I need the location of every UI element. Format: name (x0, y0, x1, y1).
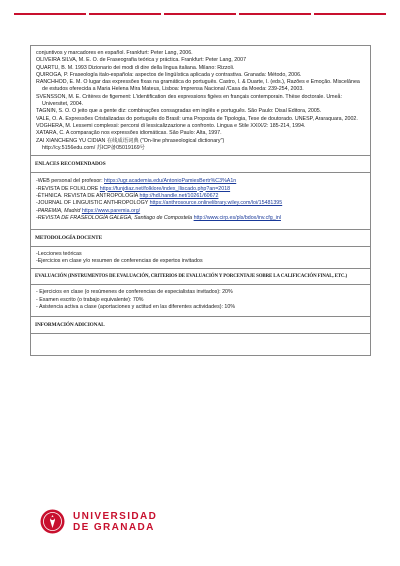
bibliography-entry: QUIROGA, P. Fraseología italo-española: aspectos de lingüística aplicada y contrastiva. Granada: Método, 2006. (36, 71, 302, 78)
section-title: ENLACES RECOMENDADOS (31, 156, 370, 173)
link-label: -JOURNAL OF LINGUISTIC ANTHROPOLOGY (36, 200, 150, 207)
bibliography-entry: XATARA, C. A comparação nos expressões idiomáticas. São Paulo: Alta, 1997. (36, 130, 222, 137)
top-rule-segment (164, 13, 236, 23)
link-url[interactable]: https://funjdiaz.net/folklore/index_lliscado.php?an=2018 (99, 185, 231, 192)
link-url[interactable]: http://hdl.handle.net/10261/60672 (139, 192, 219, 199)
course-guide-table (30, 45, 371, 356)
bibliography-entry: OLIVEIRA SILVA, M. E. O. de Fraseografia teórica y práctica. Frankfurt: Peter Lang, 2007 (36, 57, 247, 64)
bibliography-entry: VALE, O. A. Expressões Cristalizadas do português do Brasil: uma Proposta de Tipologia, Tese de doutorado. UNESP, Araraquara, 2002. (36, 115, 358, 122)
bibliography-entry: TAGNIN, S. O. O jeito que a gente diz: combinações consagradas em inglês e português. São Paulo: Disal Editora, 2005. (36, 108, 322, 115)
link-row (36, 178, 365, 185)
wordmark-line1: UNIVERSIDAD (73, 510, 158, 522)
link-label: -ÉTHNICA. REVISTA DE ANTROPOLOGÍA (36, 192, 140, 199)
section-title: METODOLOGÍA DOCENTE (31, 230, 370, 247)
link-label: -PAREMIA, Madrid (36, 207, 82, 214)
bibliography-entry: VOGHERA, M. Lessemi complessi: percorsi di lessicalizzazione a confronto. Lingua e Stile XXIX/2: 185-214, 1994. (36, 122, 306, 129)
university-seal-icon (40, 509, 65, 534)
teaching-methodology-section (31, 230, 370, 270)
section-title: EVALUACIÓN (INSTRUMENTOS DE EVALUACIÓN, CRITERIOS DE EVALUACIÓN Y PORCENTAJE SOBRE LA CALIFICACIÓN FINAL, ETC.) (31, 269, 370, 285)
top-rule-segment (314, 13, 386, 23)
link-row (36, 193, 365, 200)
recommended-links-section (31, 156, 370, 229)
top-red-rule (14, 13, 386, 23)
methodology-item: -Lecciones teóricas (36, 250, 82, 257)
link-row (36, 200, 365, 207)
section-title: INFORMACIÓN ADICIONAL (31, 317, 370, 334)
methodology-item: -Ejercicios en clase y/o resumen de conferencias de expertos invitados (36, 258, 203, 264)
link-url[interactable]: https://anthrosource.onlinelibrary.wiley.com/loi/15481395 (149, 200, 283, 207)
bibliography-entry: SVENSSON, M. E. Critères de figement: L'identification des expressions figées en français contemporain. Thèse doctorale. Umeå: Universitet, 2004. (36, 93, 342, 108)
bibliography-entry: RANCHHOD, E. M. O lugar das expressões fixas na gramática do português. Castro, I. & Duarte, I. (eds.), Razões e Emoção. Miscelânea de estudos oferecida a Maria Helena Mira Mateus, Lisboa: Imprensa Nacional /Casa da Moeda: 239-254, 2003. (36, 79, 360, 93)
link-url[interactable]: http://www.cirp.es/pls/bdox/inv.cfg_inl (193, 215, 281, 222)
links-list (31, 173, 370, 228)
link-url[interactable]: https://ugr.academia.edu/AntonioPamiesBertr%C3%A1n (104, 178, 237, 185)
bibliography-entry: http://cy.5156edu.com/ 苏ICP备05019169号 (42, 144, 145, 151)
link-row (36, 186, 365, 193)
link-url[interactable]: https://www.paremia.org/ (81, 207, 141, 214)
bibliography-block (31, 46, 370, 156)
top-rule-segment (89, 13, 161, 23)
top-rule-segment (239, 13, 311, 23)
bibliography-list (31, 46, 370, 155)
additional-info-content (31, 334, 370, 355)
evaluation-item: - Asistencia activa a clase (aportaciones y actitud en las diferentes actividades): 10% (36, 304, 236, 311)
link-label: -REVISTA DE FOLKLORE (36, 185, 100, 192)
bibliography-entry: conjuntivos y marcadores en español. Frankfurt: Peter Lang, 2006. (36, 50, 193, 56)
evaluation-item: - Examen escrito (o trabajo equivalente): 70% (36, 296, 144, 303)
bibliography-entry: QUARTU, B. M. 1993 Dizionario dei modi di dire della lingua italiana. Milano: Rizzoli. (36, 64, 235, 71)
additional-info-section (31, 317, 370, 355)
methodology-list (31, 247, 370, 269)
wordmark-line2: DE GRANADA (73, 521, 155, 533)
evaluation-item: - Ejercicios en clase (o resúmenes de conferencias de especialistas invitados): 20% (36, 289, 233, 296)
bibliography-entry: ZAI XIANCHENG YU CIDIAN 在线成语词典 ("On-line phraseological dictionary") (36, 137, 225, 144)
university-wordmark (73, 511, 157, 533)
university-logo (40, 509, 157, 534)
top-rule-segment (14, 13, 86, 23)
link-label: -REVISTA DE FRASEOLOGÍA GALEGA, Santiago de Compostela (36, 215, 194, 222)
evaluation-section (31, 269, 370, 316)
evaluation-list (31, 285, 370, 315)
link-row (36, 215, 365, 222)
link-label: -WEB personal del profesor: (36, 178, 105, 185)
